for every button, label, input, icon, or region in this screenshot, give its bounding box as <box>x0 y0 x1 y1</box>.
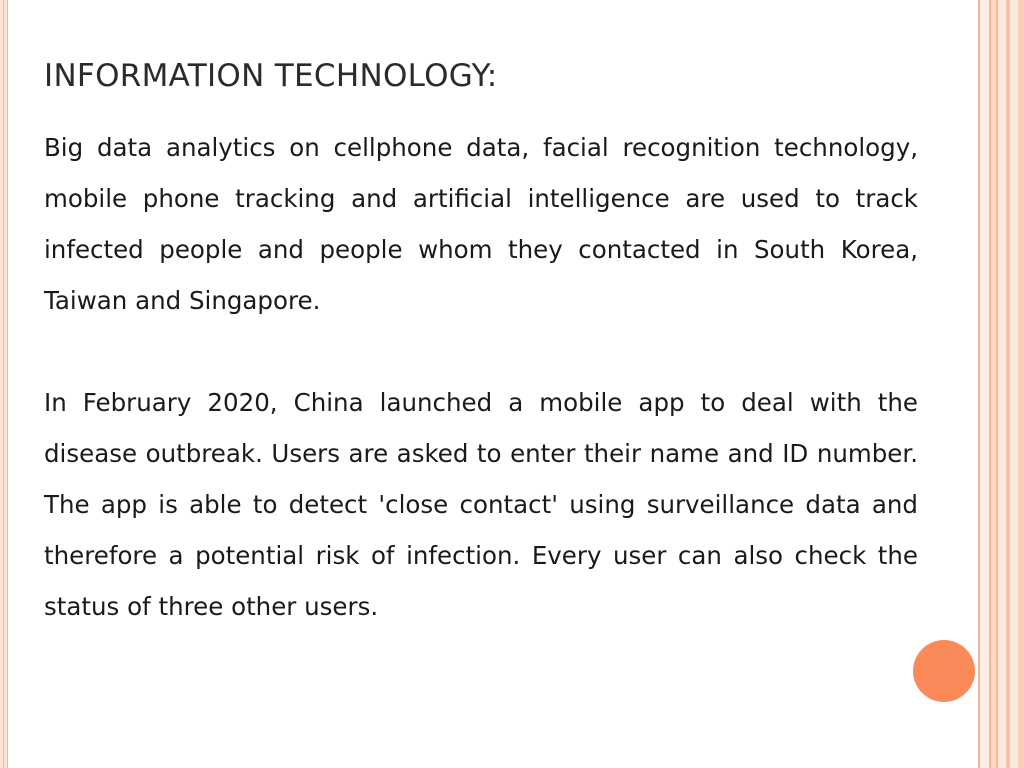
body-paragraph-1: Big data analytics on cellphone data, facial recognition technology, mobile phone tracking and artificial intelligence are used to track infected people and people whom they contacted in South Korea, Taiwan and Singapore. <box>44 133 918 315</box>
left-decorative-border <box>0 0 8 768</box>
right-border-stripe <box>1018 0 1024 768</box>
left-border-line <box>3 0 4 768</box>
right-border-stripe <box>980 0 989 768</box>
right-border-stripe <box>1010 0 1018 768</box>
body-paragraph-2: In February 2020, China launched a mobile app to deal with the disease outbreak. Users are asked to enter their name and ID number. The app is able to detect 'close contact' using surveillance data and therefore a potential risk of infection. Every user can also check the status of three other users. <box>44 388 918 621</box>
right-border-stripe <box>998 0 1006 768</box>
right-decorative-border <box>978 0 1024 768</box>
slide-body <box>44 122 918 632</box>
orange-circle-decoration <box>913 640 975 702</box>
slide-title: INFORMATION TECHNOLOGY: <box>44 58 498 94</box>
